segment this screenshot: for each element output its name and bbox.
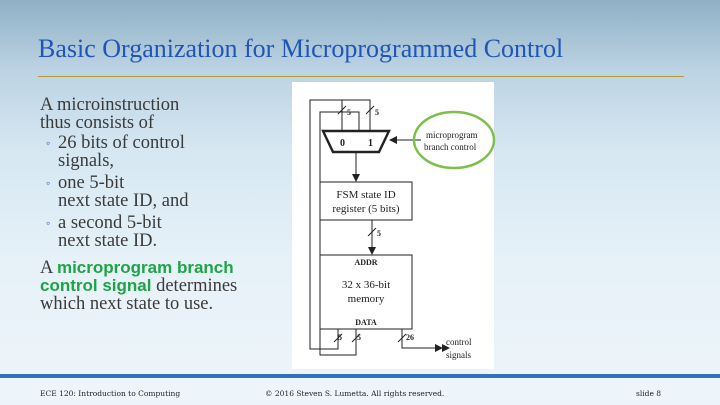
memory-label-1: 32 x 36-bit bbox=[341, 279, 391, 291]
bullet-line-1: one 5-bit bbox=[58, 173, 125, 193]
bullet-item bbox=[46, 213, 290, 251]
memory-label-2: memory bbox=[347, 293, 385, 305]
para2-tail-2: which next state to use. bbox=[40, 294, 214, 314]
footer-slide-number: slide 8 bbox=[636, 389, 662, 398]
bullet-line-2: next state ID. bbox=[58, 231, 158, 251]
bullet-line-1: a second 5-bit bbox=[58, 213, 162, 233]
branch-paragraph bbox=[40, 259, 290, 313]
intro-line-1: A microinstruction bbox=[40, 95, 180, 115]
branch-label-2: branch control bbox=[424, 142, 477, 152]
out-width-b: 5 bbox=[357, 333, 361, 342]
highlight-text-1: microprogram branch bbox=[56, 258, 234, 277]
para2-lead: A bbox=[40, 258, 57, 278]
mux-in-right-width: 5 bbox=[375, 108, 379, 117]
slide-body bbox=[40, 96, 290, 313]
highlight-text-2: control signal bbox=[40, 276, 152, 295]
intro-line-2: thus consists of bbox=[40, 113, 155, 133]
bullet-icon: ◦ bbox=[46, 136, 51, 150]
bullet-line-2: next state ID, and bbox=[58, 191, 189, 211]
branch-label-1: microprogram bbox=[426, 130, 478, 140]
title-divider bbox=[38, 76, 684, 77]
mux-in-left-width: 5 bbox=[347, 108, 351, 117]
bullet-icon: ◦ bbox=[46, 216, 51, 230]
bullet-line-2: signals, bbox=[58, 151, 115, 171]
control-label-1: control bbox=[446, 337, 472, 347]
bullet-list bbox=[40, 134, 290, 250]
microprogram-diagram bbox=[292, 82, 512, 372]
highlight-circle bbox=[414, 112, 494, 168]
memory-data-label: DATA bbox=[355, 318, 377, 327]
bullet-item bbox=[46, 133, 290, 171]
mux-label-1: 1 bbox=[368, 138, 373, 149]
footer-course: ECE 120: Introduction to Computing bbox=[40, 389, 181, 398]
out-width-a: 5 bbox=[338, 333, 342, 342]
intro-paragraph bbox=[40, 96, 290, 132]
footer-copyright: © 2016 Steven S. Lumetta. All rights reserved. bbox=[265, 389, 445, 398]
bullet-item bbox=[46, 173, 290, 211]
mux-label-0: 0 bbox=[340, 138, 345, 149]
bullet-icon: ◦ bbox=[46, 176, 51, 190]
feedback-wire-top bbox=[338, 100, 370, 131]
memory-addr-label: ADDR bbox=[354, 258, 378, 267]
mux-shape bbox=[323, 131, 389, 152]
bullet-line-1: 26 bits of control bbox=[58, 133, 185, 153]
register-label-1: FSM state ID bbox=[336, 189, 396, 201]
control-label-2: signals bbox=[446, 350, 472, 360]
out-width-c: 26 bbox=[406, 333, 414, 342]
register-label-2: register (5 bits) bbox=[332, 203, 400, 215]
para2-tail-1: determines bbox=[151, 276, 238, 296]
addr-width: 5 bbox=[377, 229, 381, 238]
footer-bar bbox=[0, 374, 720, 378]
slide-title: Basic Organization for Microprogrammed Control bbox=[38, 34, 564, 63]
